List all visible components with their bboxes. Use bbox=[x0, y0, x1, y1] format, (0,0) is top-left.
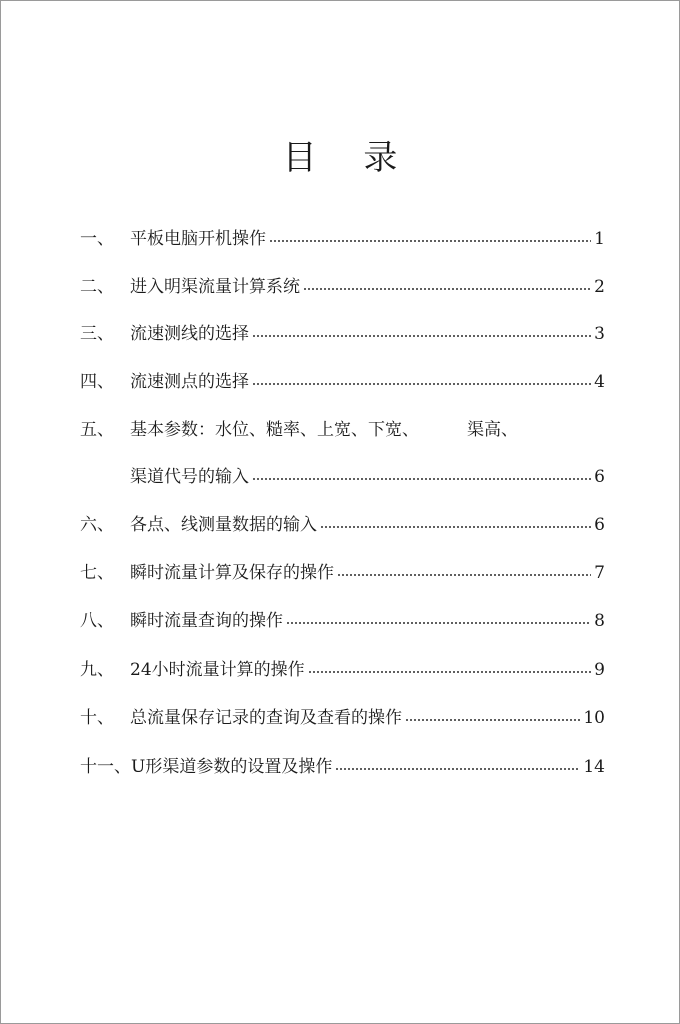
dot-leader bbox=[252, 335, 591, 337]
toc-number: 六、 bbox=[80, 515, 114, 535]
toc-entry-7[interactable] bbox=[80, 558, 605, 588]
toc-entry-4[interactable] bbox=[80, 367, 605, 397]
toc-number: 十一、 bbox=[80, 757, 131, 777]
dot-leader bbox=[335, 768, 580, 770]
dot-leader bbox=[405, 719, 580, 721]
dot-leader bbox=[252, 383, 591, 385]
toc-entry-2[interactable] bbox=[80, 272, 605, 302]
toc-title: 总流量保存记录的查询及查看的操作 bbox=[130, 708, 402, 728]
toc-page-number: 8 bbox=[594, 611, 605, 631]
toc-page-number: 10 bbox=[583, 708, 605, 728]
toc-title: 进入明渠流量计算系统 bbox=[130, 277, 300, 297]
toc-number: 四、 bbox=[80, 372, 114, 392]
toc-number: 五、 bbox=[80, 420, 114, 440]
toc-page-number: 1 bbox=[594, 229, 605, 249]
toc-number: 一、 bbox=[80, 229, 114, 249]
toc-title: 平板电脑开机操作 bbox=[130, 229, 266, 249]
dot-leader bbox=[269, 240, 591, 242]
toc-number: 七、 bbox=[80, 563, 114, 583]
toc-title: 24小时流量计算的操作 bbox=[130, 660, 305, 680]
toc-page-number: 6 bbox=[594, 515, 605, 535]
toc-title: 各点、线测量数据的输入 bbox=[130, 515, 317, 535]
toc-entry-11[interactable] bbox=[80, 752, 605, 782]
toc-title: U形渠道参数的设置及操作 bbox=[131, 757, 333, 777]
toc-page-number: 4 bbox=[594, 372, 605, 392]
toc-title: 基本参数：水位、糙率、上宽、下宽、 bbox=[130, 420, 419, 440]
toc-page-number: 7 bbox=[594, 563, 605, 583]
toc-page-number: 3 bbox=[594, 324, 605, 344]
dot-leader bbox=[252, 478, 591, 480]
toc-page-number: 2 bbox=[594, 277, 605, 297]
toc-number: 三、 bbox=[80, 324, 114, 344]
toc-entry-10[interactable] bbox=[80, 703, 605, 733]
toc-page-number: 9 bbox=[594, 660, 605, 680]
dot-leader bbox=[308, 671, 592, 673]
toc-entry-5[interactable] bbox=[80, 415, 605, 445]
toc-entry-3[interactable] bbox=[80, 319, 605, 349]
toc-entry-8[interactable] bbox=[80, 606, 605, 636]
toc-page-number: 14 bbox=[583, 757, 605, 777]
toc-title: 瞬时流量查询的操作 bbox=[130, 611, 283, 631]
toc-entry-5-continued[interactable] bbox=[130, 462, 605, 492]
toc-entry-1[interactable] bbox=[80, 224, 605, 254]
dot-leader bbox=[303, 288, 591, 290]
page-title: 目 录 bbox=[282, 138, 416, 178]
toc-page-number: 6 bbox=[594, 467, 605, 487]
toc-number: 八、 bbox=[80, 611, 114, 631]
toc-title: 流速测点的选择 bbox=[130, 372, 249, 392]
dot-leader bbox=[320, 526, 591, 528]
toc-entry-9[interactable] bbox=[80, 655, 605, 685]
toc-entry-6[interactable] bbox=[80, 510, 605, 540]
toc-number: 二、 bbox=[80, 277, 114, 297]
dot-leader bbox=[286, 622, 591, 624]
toc-title-tail: 渠高、 bbox=[467, 420, 518, 440]
toc-number: 十、 bbox=[80, 708, 114, 728]
toc-title-continued: 渠道代号的输入 bbox=[130, 467, 249, 487]
toc-title: 瞬时流量计算及保存的操作 bbox=[130, 563, 334, 583]
toc-title: 流速测线的选择 bbox=[130, 324, 249, 344]
dot-leader bbox=[337, 574, 591, 576]
toc-number: 九、 bbox=[80, 660, 114, 680]
